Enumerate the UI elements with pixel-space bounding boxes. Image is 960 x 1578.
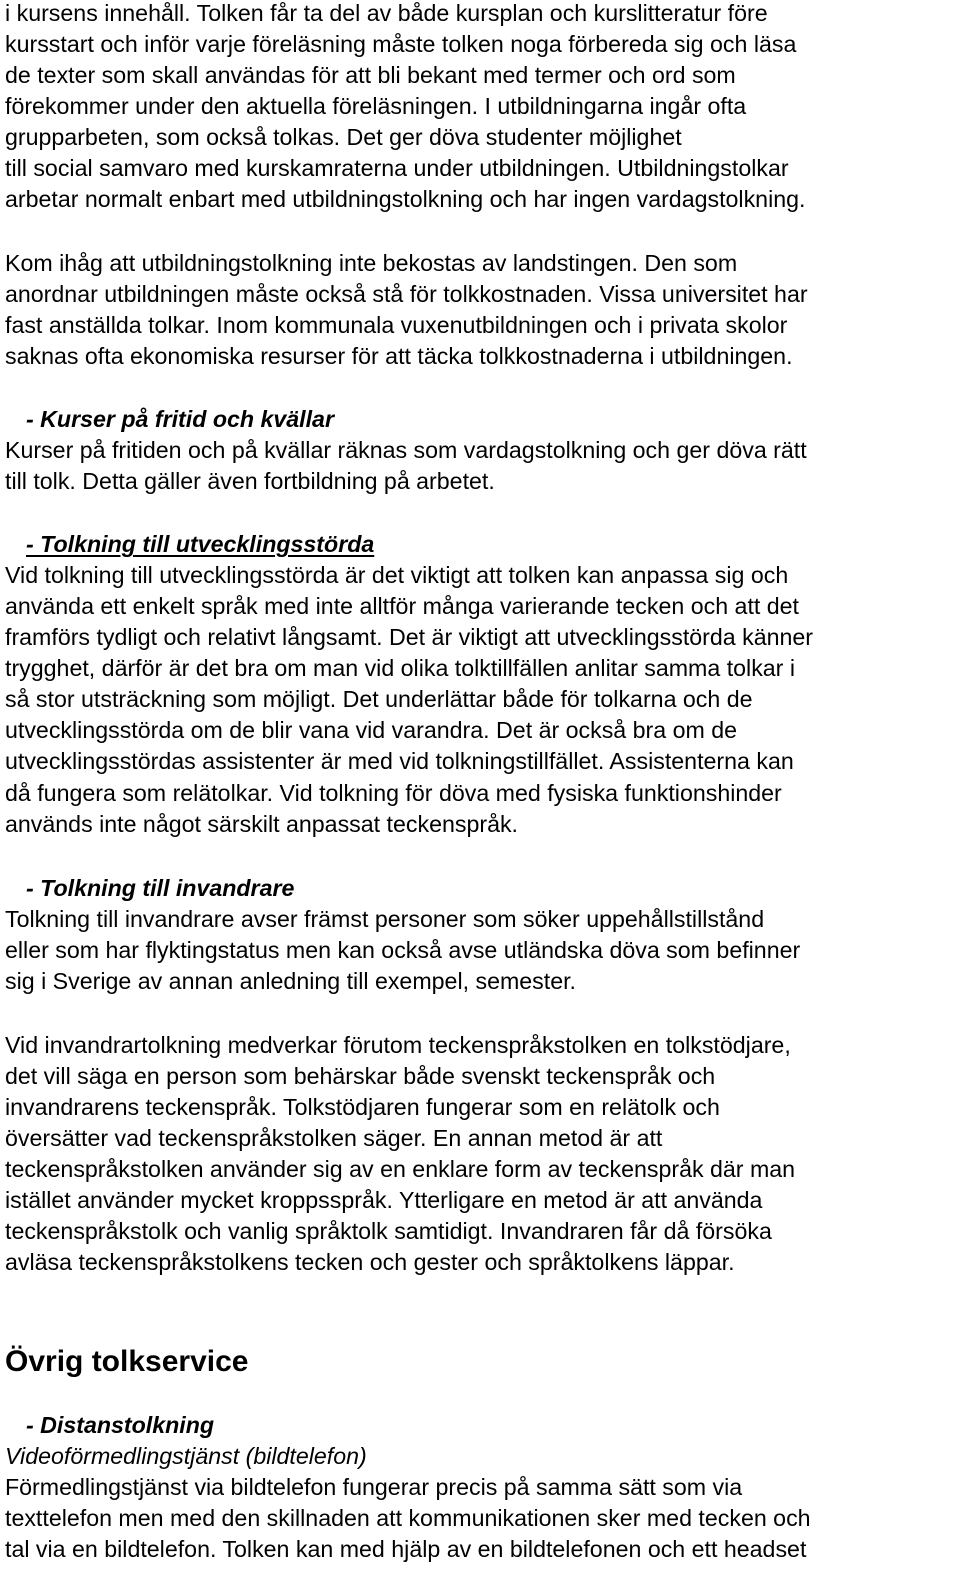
text-line: arbetar normalt enbart med utbildningstolkning och har ingen vardagstolkning. (5, 186, 806, 212)
text-line: Vid invandrartolkning medverkar förutom teckenspråkstolken en tolkstödjare, (5, 1032, 791, 1058)
text-line: till social samvaro med kurskamraterna under utbildningen. Utbildningstolkar (5, 155, 789, 181)
text-line: det vill säga en person som behärskar både svenskt teckenspråk och (5, 1063, 716, 1089)
text-line: tal via en bildtelefon. Tolken kan med hjälp av en bildtelefonen och ett headset (5, 1536, 807, 1562)
text-line: används inte något särskilt anpassat teckenspråk. (5, 811, 519, 837)
text-line: saknas ofta ekonomiska resurser för att täcka tolkkostnaderna i utbildningen. (5, 343, 793, 369)
text-line: så stor utsträckning som möjligt. Det underlättar både för tolkarna och de (5, 686, 753, 712)
chapter-heading-ovrig-tolkservice: Övrig tolkservice (5, 1345, 249, 1378)
text-line: Kom ihåg att utbildningstolkning inte bekostas av landstingen. Den som (5, 250, 738, 276)
text-line: fast anställda tolkar. Inom kommunala vuxenutbildningen och i privata skolor (5, 312, 788, 338)
section-heading-utvecklingsstorda: - Tolkning till utvecklingsstörda (26, 531, 375, 557)
text-line: förekommer under den aktuella föreläsningen. I utbildningarna ingår ofta (5, 93, 747, 119)
section-heading-kurser: - Kurser på fritid och kvällar (26, 406, 334, 432)
text-line: trygghet, därför är det bra om man vid olika tolktillfällen anlitar samma tolkar i (5, 655, 795, 681)
text-line: till tolk. Detta gäller även fortbildning på arbetet. (5, 468, 495, 494)
text-line: texttelefon men med den skillnaden att kommunikationen sker med tecken och (5, 1505, 811, 1531)
text-line: kursstart och inför varje föreläsning måste tolken noga förbereda sig och läsa (5, 31, 797, 57)
text-line: översätter vad teckenspråkstolken säger. En annan metod är att (5, 1125, 663, 1151)
text-line: Vid tolkning till utvecklingsstörda är det viktigt att tolken kan anpassa sig och (5, 562, 789, 588)
text-line: Kurser på fritiden och på kvällar räknas som vardagstolkning och ger döva rätt (5, 437, 807, 463)
text-line: teckenspråkstolken använder sig av en enklare form av teckenspråk där man (5, 1156, 796, 1182)
text-line: teckenspråkstolk och vanlig språktolk samtidigt. Invandraren får då försöka (5, 1218, 772, 1244)
text-line: de texter som skall användas för att bli bekant med termer och ord som (5, 62, 736, 88)
section-heading-distanstolkning: - Distanstolkning (26, 1412, 215, 1438)
text-line: istället använder mycket kroppsspråk. Ytterligare en metod är att använda (5, 1187, 763, 1213)
text-line: avläsa teckenspråkstolkens tecken och gester och språktolkens läppar. (5, 1249, 735, 1275)
text-line: Förmedlingstjänst via bildtelefon fungerar precis på samma sätt som via (5, 1474, 743, 1500)
text-line: grupparbeten, som också tolkas. Det ger döva studenter möjlighet (5, 124, 682, 150)
text-line: anordnar utbildningen måste också stå för tolkkostnaden. Vissa universitet har (5, 281, 808, 307)
subheading-videoformedling: Videoförmedlingstjänst (bildtelefon) (5, 1443, 367, 1469)
text-line: framförs tydligt och relativt långsamt. Det är viktigt att utvecklingsstörda känner (5, 624, 814, 650)
text-line: sig i Sverige av annan anledning till exempel, semester. (5, 968, 576, 994)
text-line: utvecklingsstördas assistenter är med vid tolkningstillfället. Assistenterna kan (5, 748, 794, 774)
text-line: eller som har flyktingstatus men kan också avse utländska döva som befinner (5, 937, 801, 963)
text-line: utvecklingsstörda om de blir vana vid varandra. Det är också bra om de (5, 717, 738, 743)
text-line: använda ett enkelt språk med inte alltför många varierande tecken och att det (5, 593, 800, 619)
text-line: i kursens innehåll. Tolken får ta del av både kursplan och kurslitteratur före (5, 0, 768, 26)
text-line: då fungera som relätolkar. Vid tolkning för döva med fysiska funktionshinder (5, 780, 782, 806)
section-heading-invandrare: - Tolkning till invandrare (26, 875, 295, 901)
text-line: Tolkning till invandrare avser främst personer som söker uppehållstillstånd (5, 906, 765, 932)
text-line: invandrarens teckenspråk. Tolkstödjaren fungerar som en relätolk och (5, 1094, 720, 1120)
